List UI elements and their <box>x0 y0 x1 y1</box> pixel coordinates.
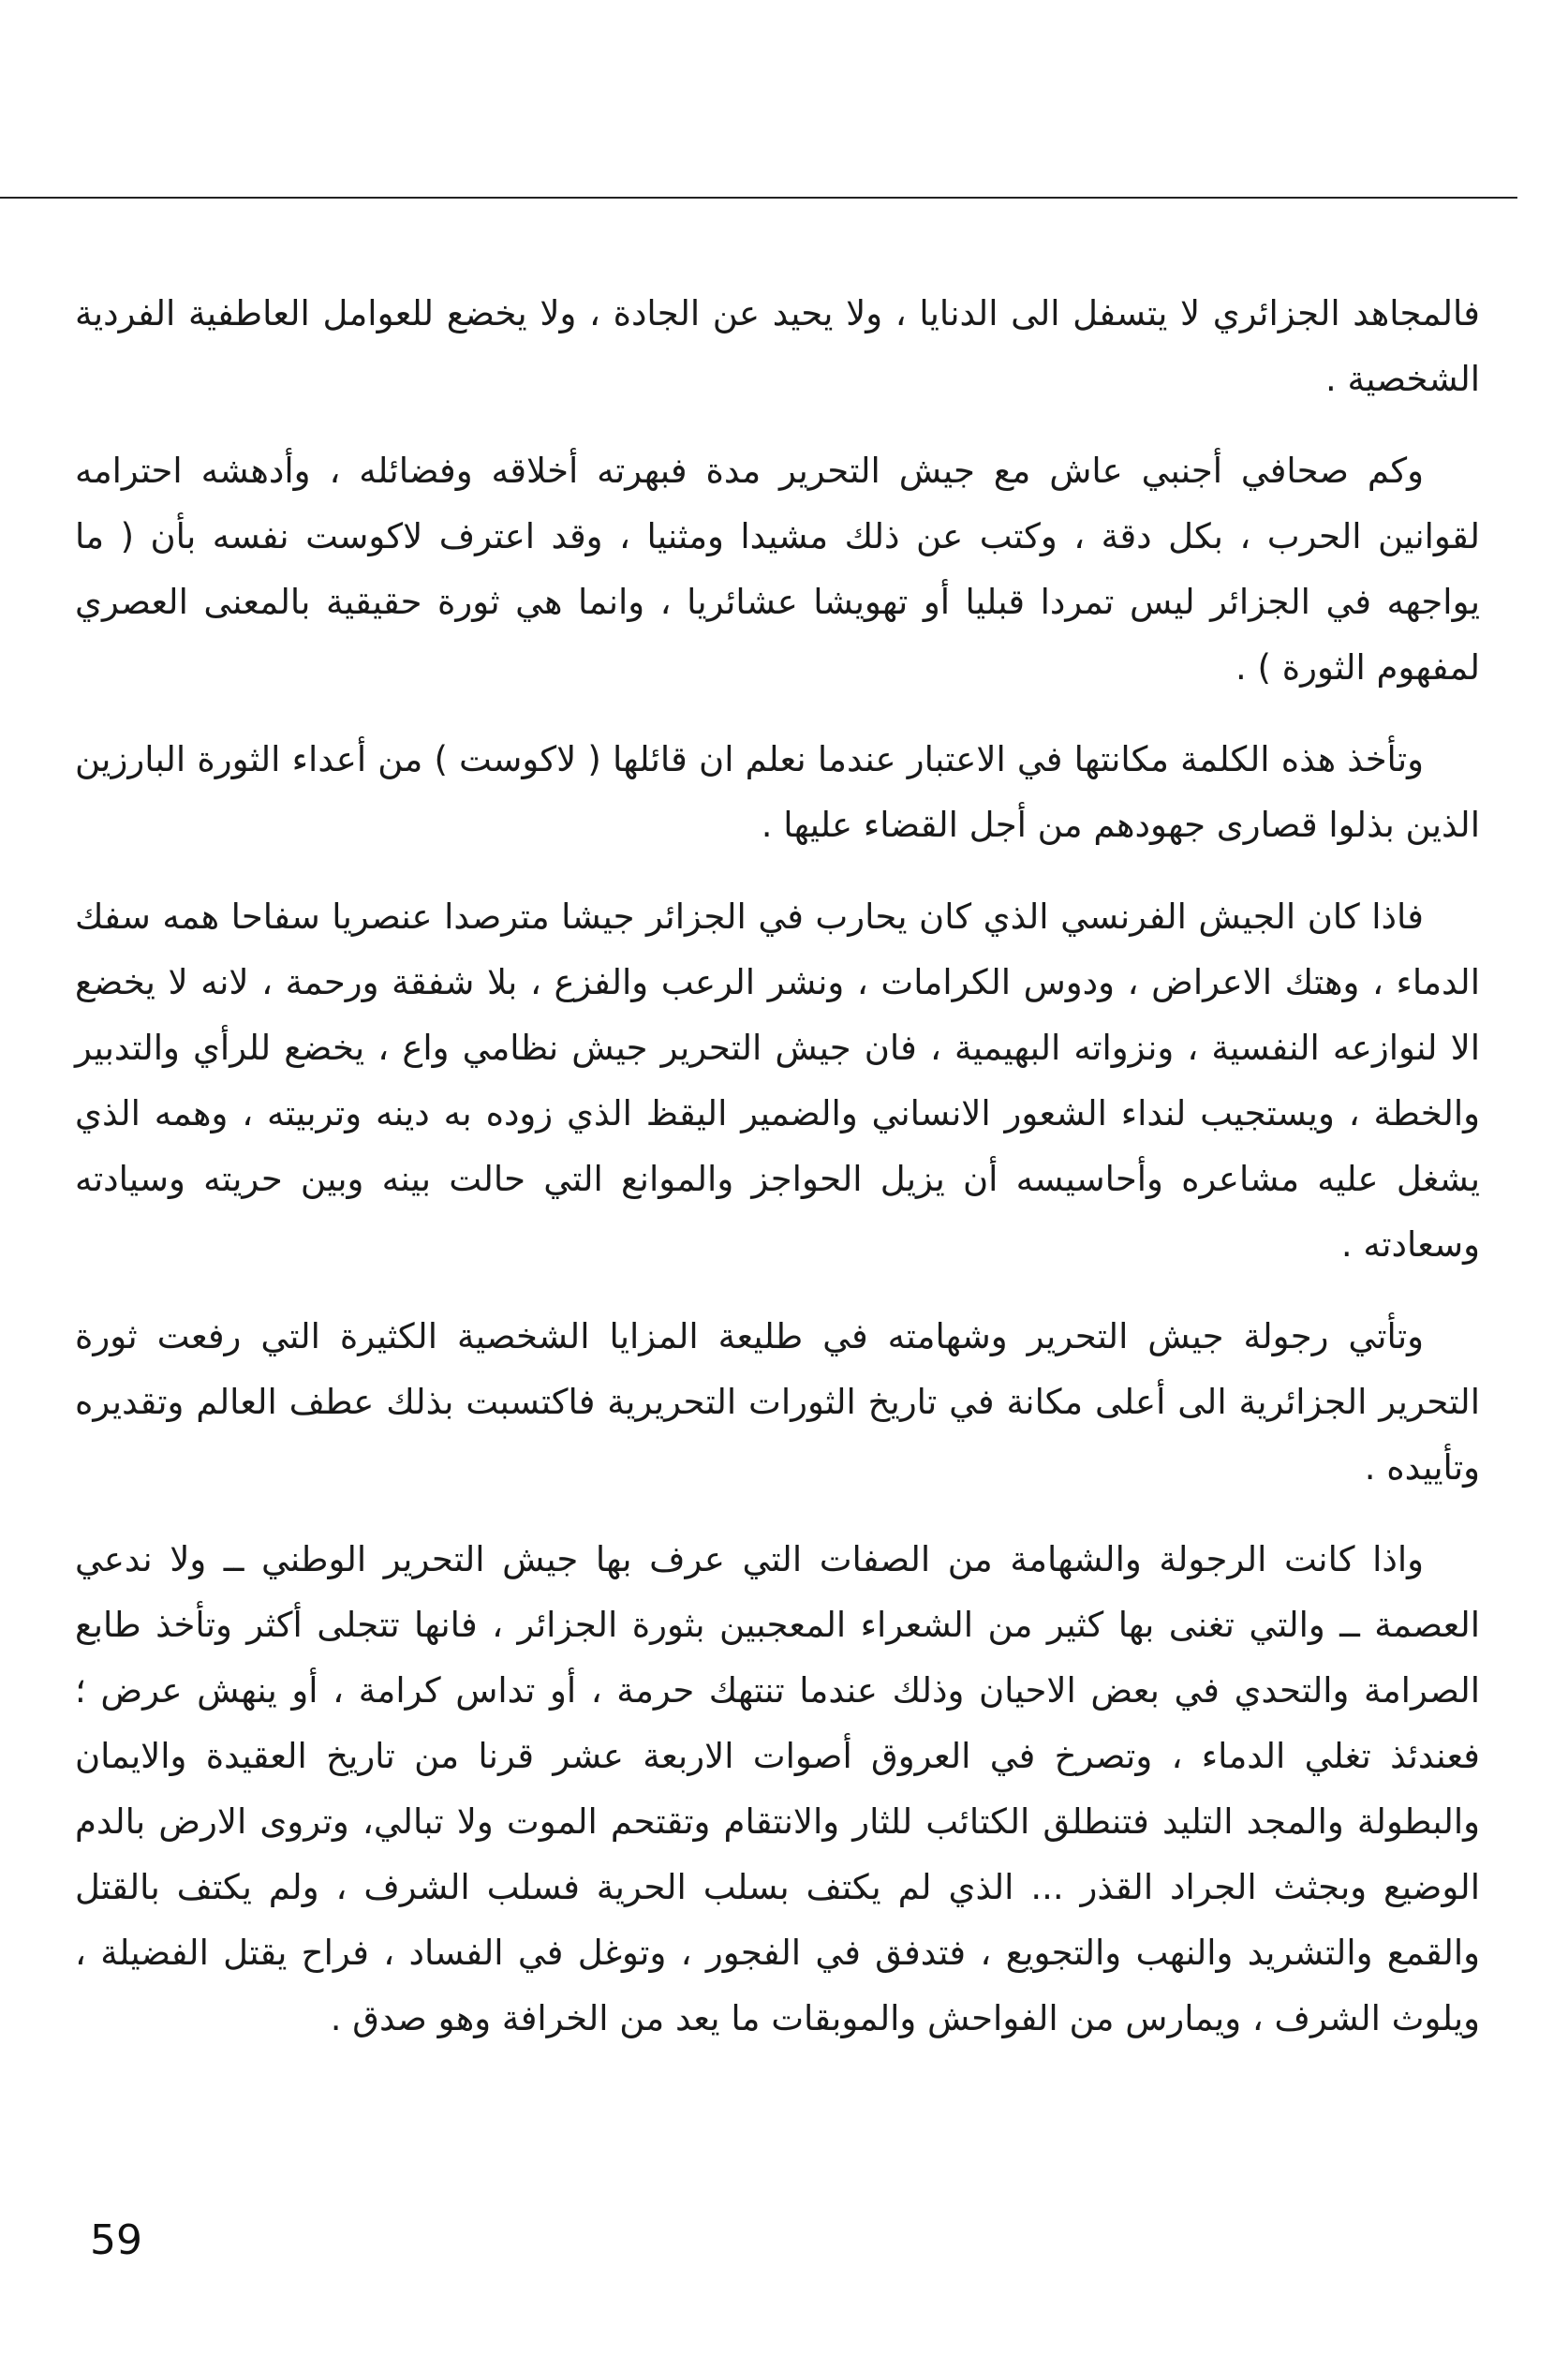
paragraph-6: واذا كانت الرجولة والشهامة من الصفات التي عرف بها جيش التحرير الوطني ــ ولا ندعي العصمة ــ والتي تغنى بها كثير من الشعراء المعجبين بثورة الجزائر ، فانها تتجلى أكثر وتأخذ طابع الصرامة والتحدي في بعض الاحيان وذلك عندما تنتهك حرمة ، أو تداس كرامة ، أو ينهش عرض ؛ فعندئذ تغلي الدماء ، وتصرخ في العروق أصوات الاربعة عشر قرنا من تاريخ العقيدة والايمان والبطولة والمجد التليد فتنطلق الكتائب للثار والانتقام وتقتحم الموت ولا تبالي، وتروى الارض بالدم الوضيع وبجثث الجراد القذر ... الذي لم يكتف بسلب الحرية فسلب الشرف ، ولم يكتف بالقتل والقمع والتشريد والنهب والتجويع ، فتدفق في الفجور ، وتوغل في الفساد ، فراح يقتل الفضيلة ، ويلوث الشرف ، ويمارس من الفواحش والموبقات ما يعد من الخرافة وهو صدق . <box>75 1539 1480 2038</box>
page-number: 59 <box>90 2216 142 2264</box>
paragraph-4: فاذا كان الجيش الفرنسي الذي كان يحارب في الجزائر جيشا مترصدا عنصريا سفاحا همه سفك الدماء ، وهتك الاعراض ، ودوس الكرامات ، ونشر الرعب والفزع ، بلا شفقة ورحمة ، لانه لا يخضع الا لنوازعه النفسية ، ونزواته البهيمية ، فان جيش التحرير جيش نظامي واع ، يخضع للرأي والتدبير والخطة ، ويستجيب لنداء الشعور الانساني والضمير اليقظ الذي زوده به دينه وتربيته ، وهمه الذي يشغل عليه مشاعره وأحاسيسه أن يزيل الحواجز والموانع التي حالت بينه وبين حريته وسيادته وسعادته . <box>75 896 1480 1265</box>
paragraph-3: وتأخذ هذه الكلمة مكانتها في الاعتبار عندما نعلم ان قائلها ( لاكوست ) من أعداء الثورة البارزين الذين بذلوا قصارى جهودهم من أجل القضاء عليها . <box>75 739 1480 845</box>
paragraph-1: فالمجاهد الجزائري لا يتسفل الى الدنايا ، ولا يحيد عن الجادة ، ولا يخضع للعوامل العاطفية الفردية الشخصية . <box>75 293 1480 399</box>
page-body <box>75 281 1480 2078</box>
top-rule <box>0 197 1517 199</box>
paragraph-5: وتأتي رجولة جيش التحرير وشهامته في طليعة المزايا الشخصية الكثيرة التي رفعت ثورة التحرير الجزائرية الى أعلى مكانة في تاريخ الثورات التحريرية فاكتسبت بذلك عطف العالم وتقديره وتأييده . <box>75 1316 1480 1488</box>
paragraph-2: وكم صحافي أجنبي عاش مع جيش التحرير مدة فبهرته أخلاقه وفضائله ، وأدهشه احترامه لقوانين الحرب ، بكل دقة ، وكتب عن ذلك مشيدا ومثنيا ، وقد اعترف لاكوست نفسه بأن ( ما يواجهه في الجزائر ليس تمردا قبليا أو تهويشا عشائريا ، وانما هي ثورة حقيقية بالمعنى العصري لمفهوم الثورة ) . <box>75 451 1480 688</box>
